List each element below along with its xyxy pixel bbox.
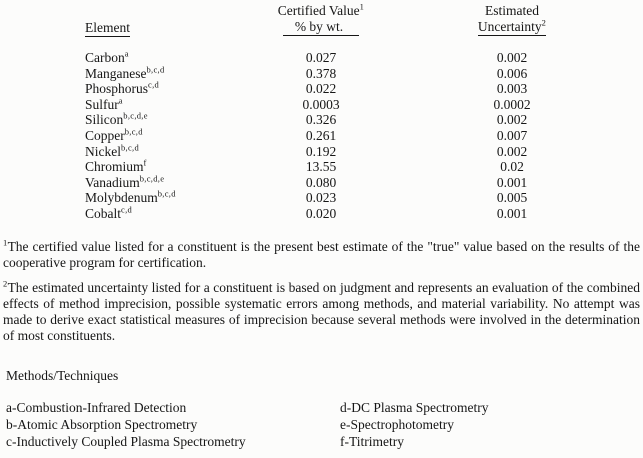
methods-left-column xyxy=(6,399,246,451)
element-footnote-marker: b,c,d xyxy=(157,188,176,199)
footnote-2-text: The estimated uncertainty listed for a constituent is based on judgment and represents an evaluation of the combined effects of method imprecision, possible systematic errors among methods, and material variability. No attempt was made to derive exact statistical measures of imprecision because several methods were involved in the determination of most constituents. xyxy=(3,280,640,343)
percent-by-wt-label: % by wt. xyxy=(283,19,359,36)
element-footnote-marker: b,c,d xyxy=(146,64,165,75)
estimated-uncertainty: 0.02 xyxy=(500,159,524,175)
table-row xyxy=(85,206,617,222)
footnote-2 xyxy=(3,280,640,344)
table-row xyxy=(85,97,617,113)
element-name-text: Manganese xyxy=(85,65,147,81)
estimated-uncertainty: 0.005 xyxy=(496,190,528,206)
estimated-uncertainty: 0.003 xyxy=(496,81,528,97)
element-name-text: Molybdenum xyxy=(85,190,158,206)
methods-right-column xyxy=(340,399,488,451)
column-header-certified-value-line2 xyxy=(235,19,407,35)
element-footnote-marker: c,d xyxy=(148,79,160,90)
element-name-text: Vanadium xyxy=(85,174,140,190)
column-header-certified-value-line1 xyxy=(235,3,407,19)
element-name-text: Phosphorus xyxy=(85,81,149,97)
certified-value-label: Certified Value xyxy=(277,3,360,18)
column-header-element-label: Element xyxy=(85,20,130,35)
element-table xyxy=(0,50,617,222)
certified-value: 0.326 xyxy=(305,112,337,128)
element-footnote-marker: a xyxy=(124,48,129,59)
uncertainty-label xyxy=(478,19,546,36)
methods-section-title: Methods/Techniques xyxy=(6,368,119,383)
element-footnote-marker: b,c,d xyxy=(124,126,143,137)
footnote-1 xyxy=(3,239,640,271)
certified-value: 0.022 xyxy=(305,81,337,97)
estimated-uncertainty: 0.001 xyxy=(496,205,528,221)
element-name-text: Copper xyxy=(85,127,125,143)
certified-value: 13.55 xyxy=(305,159,337,175)
certified-value: 0.192 xyxy=(305,143,337,159)
estimated-uncertainty: 0.001 xyxy=(496,174,528,190)
method-item: e-Spectrophotometry xyxy=(340,417,454,433)
footnote-2-marker: 2 xyxy=(3,278,8,289)
estimated-uncertainty: 0.002 xyxy=(496,143,528,159)
method-item: d-DC Plasma Spectrometry xyxy=(340,400,489,415)
table-row xyxy=(85,128,617,144)
method-item: a-Combustion-Infrared Detection xyxy=(6,400,187,415)
estimated-uncertainty: 0.002 xyxy=(496,50,528,65)
estimated-uncertainty: 0.006 xyxy=(496,65,528,81)
method-item: b-Atomic Absorption Spectrometry xyxy=(6,417,198,433)
element-footnote-marker: b,c,d xyxy=(121,142,140,153)
certified-value: 0.0003 xyxy=(302,96,340,112)
element-name-text: Chromium xyxy=(85,159,144,175)
element-name xyxy=(85,128,235,144)
method-item: c-Inductively Coupled Plasma Spectrometry xyxy=(6,434,246,450)
footnote-1-text: The certified value listed for a constituent is the present best estimate of the "true" value based on the results of the cooperative program for certification. xyxy=(3,239,640,270)
element-name xyxy=(85,97,235,113)
estimated-uncertainty: 0.0002 xyxy=(493,96,531,112)
element-footnote-marker: a xyxy=(118,95,123,106)
element-footnote-marker: b,c,d,e xyxy=(139,173,165,184)
table-row xyxy=(85,159,617,175)
element-footnote-marker: c,d xyxy=(121,204,133,215)
element-name-text: Cobalt xyxy=(85,205,121,221)
element-name xyxy=(85,144,235,160)
element-name-text: Silicon xyxy=(85,112,124,128)
estimated-uncertainty: 0.002 xyxy=(496,112,528,128)
element-name-text: Carbon xyxy=(85,50,125,65)
column-header-uncertainty-line2 xyxy=(407,19,617,35)
uncertainty-footnote-marker: 2 xyxy=(541,17,547,28)
table-row xyxy=(85,144,617,160)
column-header-uncertainty-line1 xyxy=(407,3,617,19)
certified-value: 0.080 xyxy=(305,174,337,190)
table-row xyxy=(85,81,617,97)
column-header-element xyxy=(85,20,130,36)
certified-value: 0.261 xyxy=(305,127,337,143)
estimated-label: Estimated xyxy=(485,3,539,18)
element-name xyxy=(85,81,235,97)
certified-value: 0.023 xyxy=(305,190,337,206)
certified-value: 0.378 xyxy=(305,65,337,81)
element-name xyxy=(85,190,235,206)
method-item: f-Titrimetry xyxy=(340,434,404,450)
element-name xyxy=(85,66,235,82)
element-name-text: Nickel xyxy=(85,143,121,159)
element-footnote-marker: b,c,d,e xyxy=(123,110,148,121)
element-name xyxy=(85,112,235,128)
estimated-uncertainty: 0.007 xyxy=(496,127,528,143)
element-footnote-marker: f xyxy=(143,157,147,168)
element-name-text: Sulfur xyxy=(85,96,119,112)
certified-value: 0.027 xyxy=(305,50,337,65)
table-row xyxy=(85,112,617,128)
element-name xyxy=(85,206,235,222)
certified-value-footnote-marker: 1 xyxy=(359,1,365,12)
uncertainty-label-text: Uncertainty xyxy=(477,19,542,34)
table-row xyxy=(85,66,617,82)
footnote-1-marker: 1 xyxy=(3,237,8,248)
certified-value: 0.020 xyxy=(305,205,337,221)
table-row xyxy=(85,190,617,206)
